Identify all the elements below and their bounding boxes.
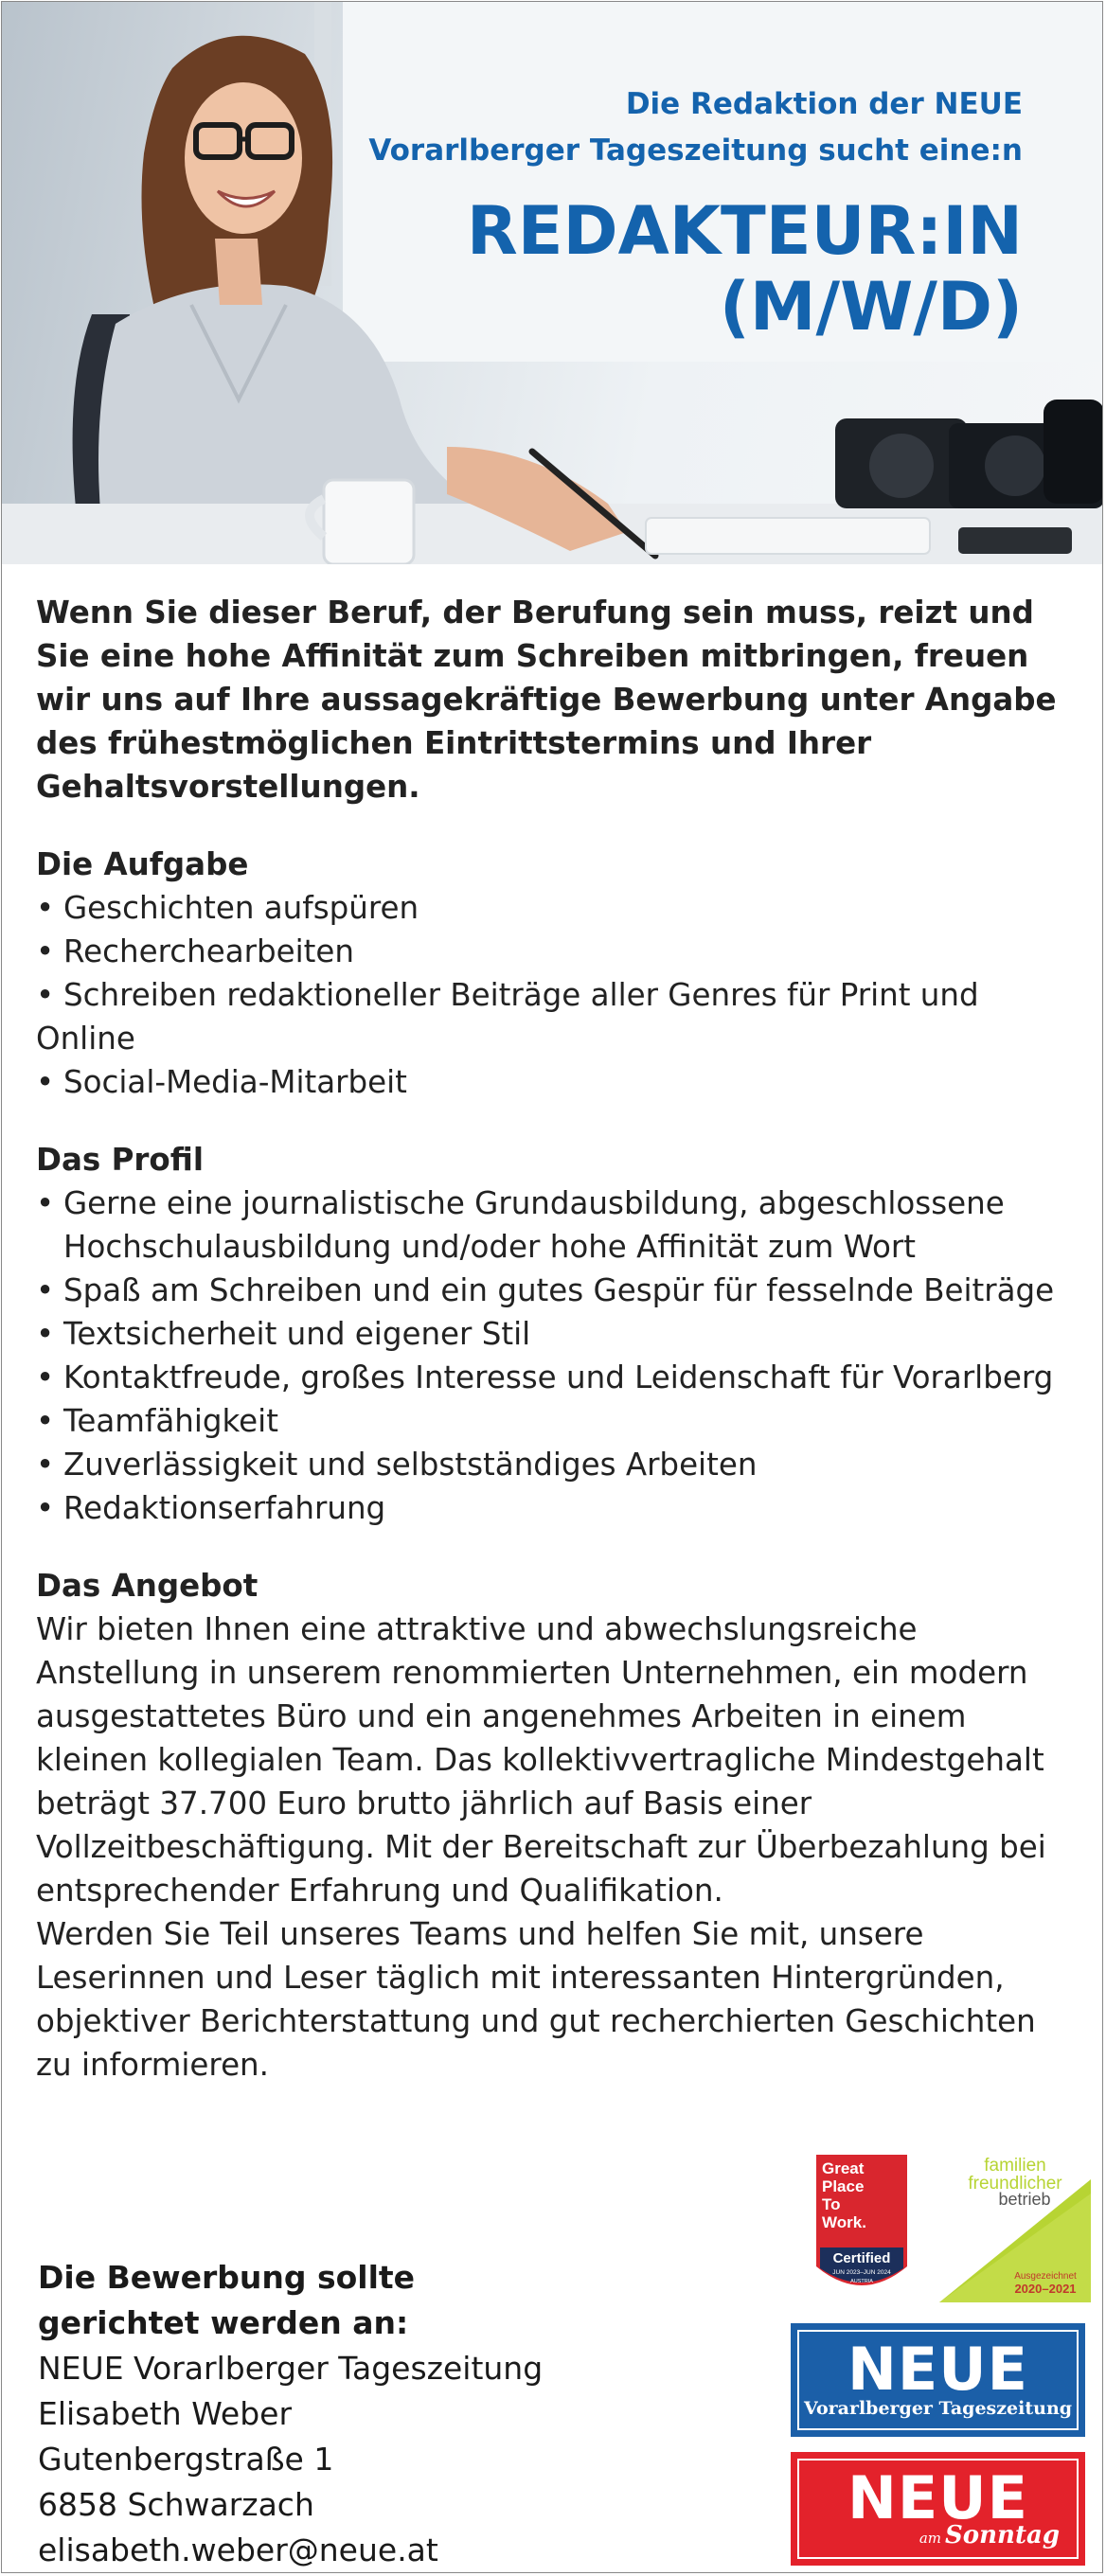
great-place-to-work-badge [814, 2153, 909, 2306]
job-ad-page [1, 1, 1103, 2573]
list-item: • Recherchearbeiten [36, 933, 354, 969]
gptw-line: Work. [822, 2213, 866, 2231]
section-heading-aufgabe: Die Aufgabe [36, 846, 249, 882]
contact-email-link[interactable]: elisabeth.weber@neue.at [38, 2532, 438, 2568]
contact-heading-line1: Die Bewerbung sollte [38, 2259, 416, 2296]
contact-block [38, 2255, 701, 2573]
list-item: • Teamfähigkeit [36, 1403, 278, 1439]
gptw-line: Great [822, 2159, 865, 2177]
list-item: • Kontaktfreude, großes Interesse und Leidenschaft für Vorarlberg [36, 1359, 1054, 1395]
list-item: • Spaß am Schreiben und ein gutes Gespür für fesselnde Beiträge [36, 1272, 1055, 1308]
angebot-paragraph-1: Wir bieten Ihnen eine attraktive und abwechslungsreiche Anstellung in unserem renommierten Unternehmen, ein modern ausgestattetes Büro und ein angenehmes Arbeiten in einem kleinen kollegialen Team. Das kollektivvertragliche Mindestgehalt beträgt 37.700 Euro brutto jährlich auf Basis einer Vollzeitbeschäftigung. Mit der Bereitschaft zur Überbezahlung bei entsprechender Erfahrung und Qualifikation. [36, 1611, 1046, 1909]
job-title-line2: (M/W/D) [719, 268, 1023, 346]
list-item: • Zuverlässigkeit und selbstständiges Arbeiten [36, 1447, 758, 1483]
family-line3: betrieb [998, 2190, 1051, 2209]
neue-logo-word: NEUE [847, 2335, 1028, 2404]
family-line1: familien [984, 2156, 1046, 2176]
neue-am-sonntag-logo [791, 2452, 1085, 2566]
neue-sonntag-logo-word: NEUE [847, 2463, 1028, 2532]
family-years: 2020–2021 [1014, 2282, 1077, 2296]
section-heading-angebot: Das Angebot [36, 1568, 259, 1604]
ad-body [36, 591, 1078, 2087]
gptw-line: Place [822, 2177, 865, 2195]
gptw-country: AUSTRIA [850, 2279, 873, 2284]
profil-list [36, 1181, 1078, 1530]
neue-tageszeitung-logo [791, 2323, 1085, 2437]
list-item: • Social-Media-Mitarbeit [36, 1064, 407, 1100]
contact-name: Elisabeth Weber [38, 2395, 293, 2432]
contact-street: Gutenbergstraße 1 [38, 2441, 334, 2478]
neue-sonntag-label: am Sonntag [919, 2521, 1060, 2549]
contact-city: 6858 Schwarzach [38, 2486, 314, 2523]
angebot-paragraph-2: Werden Sie Teil unseres Teams und helfen Sie mit, unsere Leserinnen und Leser täglich mit interessanten Hintergründen, objektiver Berichterstattung und gut recherchierten Geschichten zu informieren. [36, 1916, 1036, 2083]
hero-subtitle-line1: Die Redaktion der NEUE [625, 87, 1023, 121]
list-item: • Gerne eine journalistische Grundausbildung, abgeschlossene Hochschulausbildung und/oder hohe Affinität zum Wort [36, 1185, 1005, 1265]
intro-paragraph: Wenn Sie dieser Beruf, der Berufung sein muss, reizt und Sie eine hohe Affinität zum Schreiben mitbringen, freuen wir uns auf Ihre aussagekräftige Bewerbung unter Angabe des frühestmöglichen Eintrittstermins und Ihrer Gehaltsvorstellungen. [36, 595, 1057, 805]
gptw-certified: Certified [832, 2250, 891, 2266]
gptw-period: JUN 2023–JUN 2024 [832, 2269, 891, 2276]
hero-banner [2, 2, 1103, 564]
contact-heading-line2: gerichtet werden an: [38, 2304, 409, 2341]
contact-company: NEUE Vorarlberger Tageszeitung [38, 2350, 544, 2387]
section-heading-profil: Das Profil [36, 1142, 204, 1178]
hero-heading [368, 81, 1023, 345]
hero-subtitle-line2: Vorarlberger Tageszeitung sucht eine:n [368, 133, 1023, 168]
gptw-line: To [822, 2195, 841, 2213]
family-friendly-business-badge [939, 2146, 1091, 2302]
list-item: • Redaktionserfahrung [36, 1490, 386, 1526]
list-item: • Schreiben redaktioneller Beiträge aller Genres für Print und Online [36, 977, 979, 1057]
family-line2: freundlicher [968, 2174, 1062, 2194]
list-item: • Geschichten aufspüren [36, 890, 419, 926]
job-title-line1: REDAKTEUR:IN [466, 192, 1023, 270]
family-award: Ausgezeichnet [1014, 2271, 1077, 2282]
aufgabe-list [36, 886, 1078, 1104]
list-item: • Textsicherheit und eigener Stil [36, 1316, 531, 1352]
neue-logo-subtitle: Vorarlberger Tageszeitung [803, 2398, 1073, 2419]
